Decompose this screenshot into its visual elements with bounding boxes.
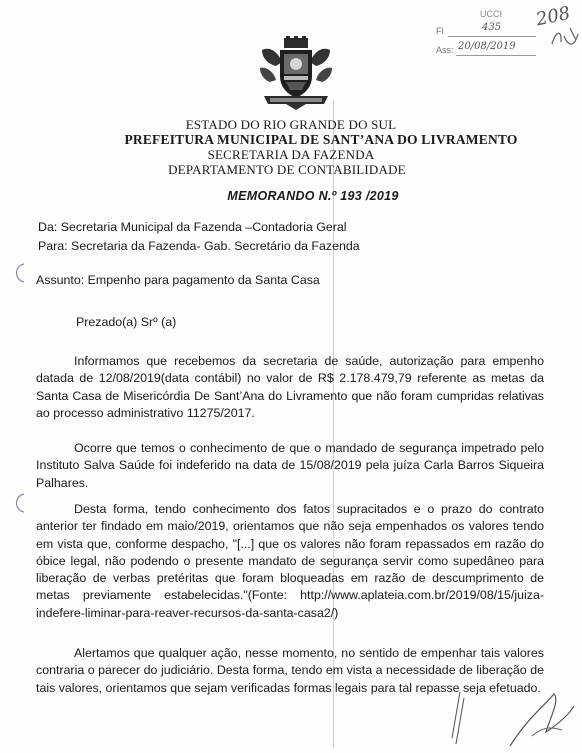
- stamp-ass-label: Ass:: [436, 45, 454, 55]
- subject-line: Assunto: Empenho para pagamento da Santa Casa: [36, 273, 320, 287]
- handwritten-signature: [450, 688, 578, 753]
- stamp-fl-value: 435: [482, 22, 502, 33]
- coat-of-arms-emblem: [256, 36, 336, 117]
- header-secretariat: SECRETARIA DA FAZENDA: [207, 147, 375, 162]
- paragraph-injunction: [36, 440, 544, 492]
- header-department: DEPARTAMENTO DE CONTABILIDADE: [168, 162, 406, 177]
- header-state: ESTADO DO RIO GRANDE DO SUL: [185, 117, 397, 132]
- salutation: Prezado(a) Srº (a): [76, 315, 177, 329]
- paragraph-4-text: Alertamos que qualquer ação, nesse momento, no sentido de empenhar tais valores contraria o parecer do judiciário. Desta forma, tendo em vista a necessidade de liberação de tais valores, orientamos que sejam verificadas formas legais para tal repasse seja efetuado.: [36, 646, 544, 695]
- paragraph-dispatch: [36, 501, 544, 622]
- handwritten-mark: [548, 26, 582, 57]
- paragraph-3-text: Desta forma, tendo conhecimento dos fatos supracitados e o prazo do contrato anterior ter findado em maio/2019, orientamos que não seja empenhados os valores tendo em vista que, conforme despacho, "[...] que os valores não foram repassados em razão do óbice legal, não podendo o presente mandato de segurança servir como supedâneo para liberação de verbas pretéritas que foram bloqueadas em razão de descumprimento de metas previamente estabelecidas."(Fonte: http://www.aplateia.com.br/2019/08/15/juiza-indefere-liminar-para-reaver-recursos-da-santa-casa2/): [36, 502, 544, 620]
- header-city-hall: PREFEITURA MUNICIPAL DE SANT’ANA DO LIVRAMENTO: [124, 132, 518, 147]
- punch-hole-mark: [10, 492, 28, 519]
- handwritten-page-number: 208: [534, 2, 573, 31]
- stamp-ucci-label: UCCI: [480, 9, 502, 19]
- paragraph-2-text: Ocorre que temos o conhecimento de que o mandado de segurança impetrado pelo Instituto Salva Saúde foi indeferido na data de 15/08/2019 pela juíza Carla Barros Siqueira Palhares.: [36, 441, 544, 490]
- from-line: Da: Secretaria Municipal da Fazenda –Contadoria Geral: [38, 220, 347, 234]
- stamp-ass-value: 20/08/2019: [458, 41, 516, 52]
- to-line: Para: Secretaria da Fazenda- Gab. Secretário da Fazenda: [38, 239, 360, 253]
- punch-hole-mark: [10, 262, 28, 289]
- memo-title: MEMORANDO N.º 193 /2019: [227, 189, 399, 203]
- paragraph-1-text: Informamos que recebemos da secretaria de saúde, autorização para empenho datada de 12/08/2019(data contábil) no valor de R$ 2.178.479,79 referente as metas da Santa Casa de Misericórdia De Sant’Ana do Livramento que não foram cumpridas relativas ao processo administrativo 11275/2017.: [36, 354, 544, 420]
- stamp-fl-underline: [448, 36, 536, 37]
- paragraph-authorization: [36, 353, 544, 422]
- stamp-ass-underline: [456, 55, 536, 56]
- receipt-stamp: [436, 6, 546, 56]
- stamp-fl-label: Fl: [436, 26, 444, 36]
